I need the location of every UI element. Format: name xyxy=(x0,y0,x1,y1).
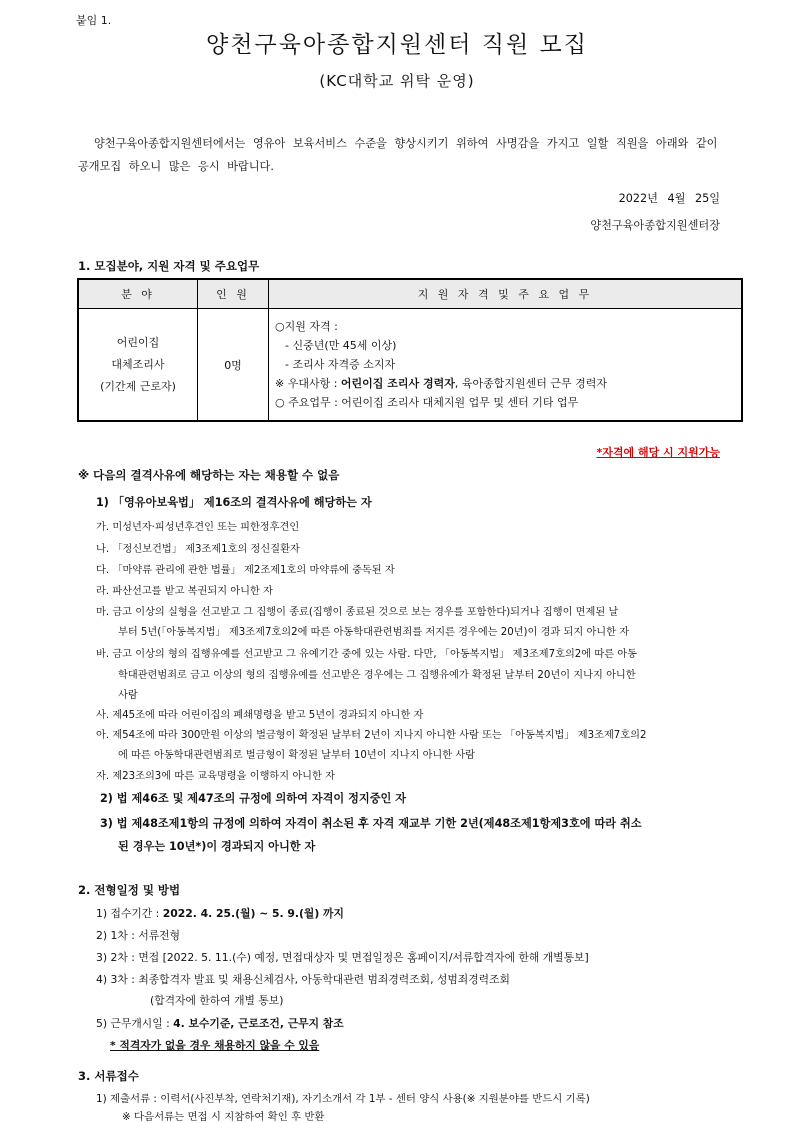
disqual-item: 에 따른 아동학대관련범죄로 벌금형이 확정된 날부터 10년이 지나지 아니한 사람 xyxy=(118,750,476,761)
disqual-item: 자. 제23조의3에 따른 교육명령을 이행하지 아니한 자 xyxy=(96,771,335,782)
disqual-item: 부터 5년(「아동복지법」 제3조제7호의2에 따른 아동학대관련범죄를 저지른 경우에는 20년)이 경과 되지 아니한 자 xyxy=(118,627,630,638)
section3-heading: 3. 서류접수 xyxy=(78,1069,139,1083)
page-title: 양천구육아종합지원센터 직원 모집 xyxy=(206,32,588,58)
disqual-sub1: 1) 「영유아보육법」 제16조의 결격사유에 해당하는 자 xyxy=(96,496,372,509)
schedule-period-value: 2022. 4. 25.(월) ~ 5. 9.(월) 까지 xyxy=(162,907,344,920)
intro-paragraph: 양천구육아종합지원센터에서는 영유아 보육서비스 수준을 향상시키기 위하여 사명감을 가지고 일할 직원을 아래와 같이 공개모집 하오니 많은 응시 바랍니다. xyxy=(78,137,718,173)
requirements-table xyxy=(77,278,743,422)
eligibility-note: *자격에 해당 시 지원가능 xyxy=(596,446,720,459)
schedule-period xyxy=(96,906,344,921)
field-line: 대체조리사 xyxy=(111,357,165,371)
disqual-sub3-cont: 된 경우는 10년*)이 경과되지 아니한 자 xyxy=(118,840,316,853)
page-subtitle: (KC대학교 위탁 운영) xyxy=(319,72,475,90)
issuing-org: 양천구육아종합지원센터장 xyxy=(590,219,720,232)
preference-rest: , 육아종합지원센터 근무 경력자 xyxy=(454,377,607,390)
schedule-step1: 2) 1차 : 서류전형 xyxy=(96,929,181,942)
disqual-item: 학대관련범죄로 금고 이상의 형의 집행유예를 선고받은 경우에는 그 집행유예가 확정된 날부터 20년이 지나지 아니한 xyxy=(118,670,636,681)
header-count: 인 원 xyxy=(198,279,269,309)
schedule-start-value: 4. 보수기준, 근로조건, 근무지 참조 xyxy=(173,1017,344,1030)
schedule-period-label: 1) 접수기간 : xyxy=(96,907,163,920)
schedule-step2: 3) 2차 : 면접 [2022. 5. 11.(수) 예정, 면접대상자 및 면접일정은 홈페이지/서류합격자에 한해 개별통보] xyxy=(96,951,589,964)
disqual-sub2: 2) 법 제46조 및 제47조의 규정에 의하여 자격이 정지중인 자 xyxy=(100,792,407,805)
disqual-item: 사. 제45조에 따라 어린이집의 폐쇄명령을 받고 5년이 경과되지 아니한 자 xyxy=(96,710,424,721)
disqual-item: 아. 제54조에 따라 300만원 이상의 벌금형이 확정된 날부터 2년이 지나지 아니한 사람 또는 「아동복지법」 제3조제7호의2 xyxy=(96,730,647,741)
disqual-item: 사람 xyxy=(118,690,138,701)
table-header-row xyxy=(78,279,742,309)
attachment-label: 붙임 1. xyxy=(76,14,112,27)
details-cell xyxy=(269,309,743,422)
qualification-title: ○지원 자격 : xyxy=(275,320,338,333)
documents-note: ※ 다음서류는 면접 시 지참하여 확인 후 반환 xyxy=(122,1111,325,1123)
disqual-item: 다. 「마약류 관리에 관한 법률」 제2조제1호의 마약류에 중독된 자 xyxy=(96,565,395,576)
disqual-item: 라. 파산선고를 받고 복권되지 아니한 자 xyxy=(96,586,273,597)
field-cell xyxy=(78,309,198,422)
schedule-step3-note: (합격자에 한하여 개별 통보) xyxy=(150,994,284,1007)
disqualification-heading: ※ 다음의 결격사유에 해당하는 자는 채용할 수 없음 xyxy=(78,468,340,482)
section1-heading: 1. 모집분야, 지원 자격 및 주요업무 xyxy=(78,259,260,273)
schedule-start xyxy=(96,1016,344,1031)
qualification-item: - 신중년(만 45세 이상) xyxy=(285,339,397,352)
header-field: 분 야 xyxy=(78,279,198,309)
schedule-step3: 4) 3차 : 최종합격자 발표 및 채용신체검사, 아동학대관련 범죄경력조회, 성범죄경력조회 xyxy=(96,973,510,986)
schedule-start-label: 5) 근무개시일 : xyxy=(96,1017,174,1030)
preference-label: ※ 우대사항 : xyxy=(275,377,341,390)
disqual-item: 나. 「정신보건법」 제3조제1호의 정신질환자 xyxy=(96,544,300,555)
disqual-item: 가. 미성년자·피성년후견인 또는 피한정후견인 xyxy=(96,522,300,533)
section2-heading: 2. 전형일정 및 방법 xyxy=(78,883,181,897)
disqual-item: 바. 금고 이상의 형의 집행유예를 선고받고 그 유예기간 중에 있는 사람. 다만, 「아동복지법」 제3조제7호의2에 따른 아동 xyxy=(96,649,637,660)
disqual-sub3: 3) 법 제48조제1항의 규정에 의하여 자격이 취소된 후 자격 재교부 기한 2년(제48조제1항제3호에 따라 취소 xyxy=(100,817,642,830)
notice-date: 2022년 4월 25일 xyxy=(618,192,720,205)
duty-line: ○ 주요업무 : 어린이집 조리사 대체지원 업무 및 센터 기타 업무 xyxy=(275,396,579,409)
count-cell: 0명 xyxy=(198,309,269,422)
field-line: (기간제 근로자) xyxy=(100,379,176,393)
disqual-item: 마. 금고 이상의 실형을 선고받고 그 집행이 종료(집행이 종료된 것으로 보는 경우를 포함한다)되거나 집행이 면제된 날 xyxy=(96,607,619,618)
field-line: 어린이집 xyxy=(116,335,160,349)
documents-required: 1) 제출서류 : 이력서(사진부착, 연락처기재), 자기소개서 각 1부 - 센터 양식 사용(※ 지원분야를 반드시 기록) xyxy=(96,1093,590,1105)
qualification-item: - 조리사 자격증 소지자 xyxy=(285,358,396,371)
preference-line xyxy=(275,374,735,393)
schedule-note: * 적격자가 없을 경우 채용하지 않을 수 있음 xyxy=(110,1039,320,1052)
header-details: 지 원 자 격 및 주 요 업 무 xyxy=(269,279,743,309)
table-row xyxy=(78,309,742,422)
preference-bold: 어린이집 조리사 경력자 xyxy=(340,377,455,390)
